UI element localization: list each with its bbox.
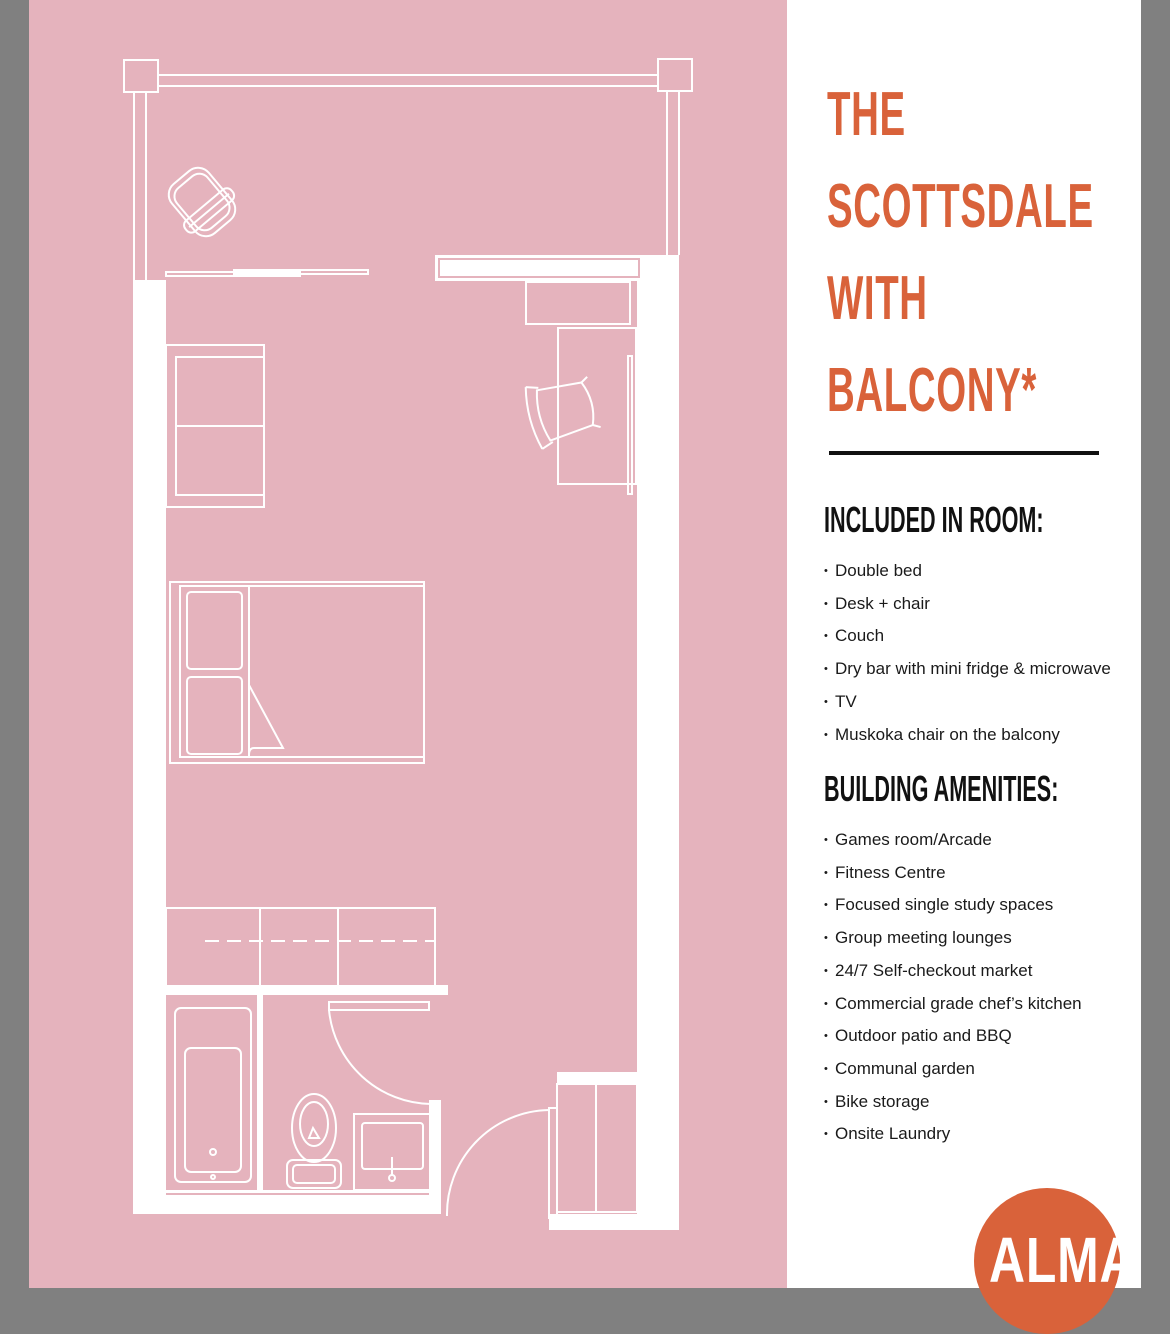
- sliding-door: [166, 270, 368, 276]
- brochure-page: [29, 0, 1141, 1296]
- list-item: • 24/7 Self-checkout market: [824, 960, 1033, 980]
- list-item: • Communal garden: [824, 1058, 975, 1078]
- bathroom-sink: [354, 1114, 431, 1190]
- list-item: • Commercial grade chef’s kitchen: [824, 993, 1082, 1013]
- list-item: • Fitness Centre: [824, 862, 946, 882]
- logo-text: ALMA: [989, 1224, 1137, 1296]
- list-item: • Onsite Laundry: [824, 1124, 951, 1144]
- included-list: [824, 555, 1111, 751]
- title-line-3: WITH: [827, 264, 928, 333]
- amenities-list: [824, 824, 1082, 1151]
- list-item: • Couch: [824, 626, 885, 646]
- list-item: • TV: [824, 691, 857, 711]
- toilet: [287, 1094, 341, 1188]
- list-item: • Dry bar with mini fridge & microwave: [824, 659, 1111, 679]
- floor-plan-panel: [29, 0, 787, 1288]
- dry-bar-counter: [166, 908, 435, 986]
- list-item: • Muskoka chair on the balcony: [824, 724, 1060, 744]
- amenities-heading: BUILDING AMENITIES:: [824, 768, 1059, 809]
- entry-door: [447, 1108, 557, 1218]
- floor-plan: [29, 0, 787, 1288]
- couch: [166, 345, 264, 507]
- title-line-2: SCOTTSDALE: [827, 172, 1094, 241]
- list-item: • Double bed: [824, 561, 922, 580]
- title-divider: [829, 451, 1099, 455]
- included-heading: INCLUDED IN ROOM:: [824, 499, 1044, 540]
- double-bed: [170, 582, 424, 763]
- bathtub: [175, 1008, 251, 1182]
- desk-chair: [522, 371, 602, 450]
- title-line-4: BALCONY*: [827, 356, 1037, 425]
- list-item: • Focused single study spaces: [824, 895, 1054, 915]
- list-item: • Group meeting lounges: [824, 928, 1012, 948]
- bathroom-door: [329, 1002, 431, 1104]
- walls: [133, 255, 679, 1230]
- list-item: • Bike storage: [824, 1091, 930, 1111]
- list-item: • Desk + chair: [824, 593, 930, 613]
- closet: [557, 1084, 637, 1212]
- desk: [526, 282, 636, 494]
- title-line-1: THE: [827, 80, 906, 149]
- muskoka-chair: [158, 158, 245, 246]
- list-item: • Outdoor patio and BBQ: [824, 1026, 1012, 1046]
- balcony-railing: [124, 59, 692, 280]
- list-item: • Games room/Arcade: [824, 830, 992, 849]
- alma-logo: [974, 1188, 1137, 1334]
- info-panel: [824, 0, 1141, 1288]
